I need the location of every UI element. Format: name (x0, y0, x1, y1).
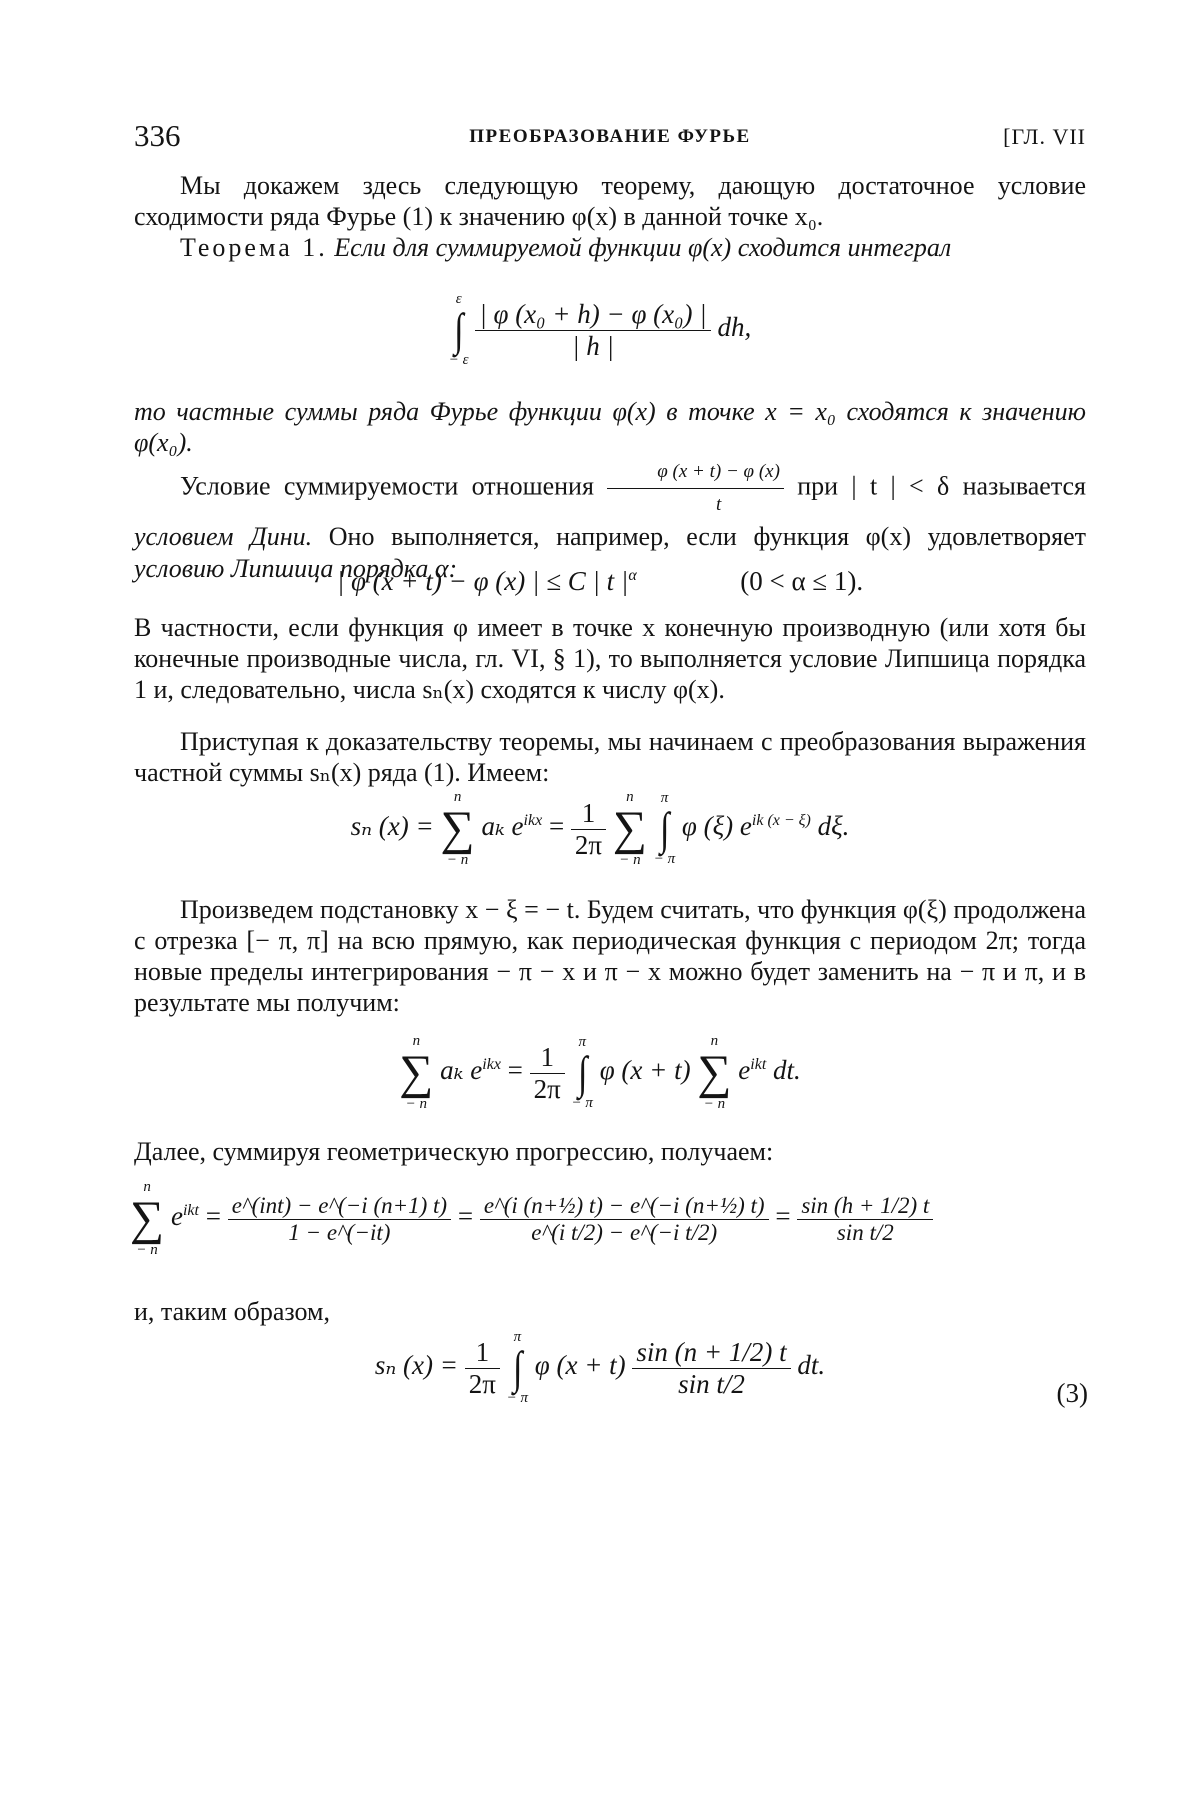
sum-sign: n ∑ − n (440, 789, 475, 868)
dirichlet-kernel-fraction: $\frac{\sin (n + 1/2) t}{\text{sin t/2}}$ (632, 1337, 790, 1400)
intro-paragraph: Мы докажем здесь следующую теорему, дающую достаточное условие сходимости ряда Фурье (1) к значению φ(x) в данной точке x₀. (134, 171, 1086, 231)
running-title: ПРЕОБРАЗОВАНИЕ ФУРЬЕ (469, 126, 751, 147)
sum-sign: n ∑ − n (612, 789, 648, 868)
page-header (134, 118, 1086, 158)
geometric-sum-equation: n ∑ − n $e^{ikt}$ = $\frac{\text{e\textasciicircum{}(int) − e\textasciicircum{}(−i (n+1) t)}}{1 - e\^{}(-it)}$ = $\frac{\text{e\textasciicircum{}(i (n+½) t) − e\textasciicircum{}(−i (n+½) t)}}{\text{e\textasciicircum{}(i t/2) − e\textasciicircum{}(−i t/2)}}$ = $\frac{\sin (h + 1/2) t}{\text{sin t/2}}$ (130, 1180, 933, 1258)
integral-sign: π ∫ − π (506, 1329, 529, 1406)
substitution-paragraph: Произведем подстановку x − ξ = − t. Будем считать, что функция φ(ξ) продолжена с отрезка [− π, π] на всю прямую, как периодическая функция с периодом 2π; тогда новые пределы интегрирования − π − x и π − x можно будет заменить на − π и π, и в результате мы получим: (134, 895, 1086, 1017)
sum-sign: n ∑ − n (697, 1033, 732, 1112)
dini-integral-equation: ε ∫ − ε $\frac{\text{| φ (x₀ + h) − φ (x₀) |}}{| h |}$ dh, (448, 291, 752, 368)
partial-sum-equation: sₙ (x) = n ∑ − n aₖ $e^{ikx}$ = $\frac{1}{2\pi}$ n ∑ − n π ∫ − π φ (ξ) $e^{ik (x - \xi)}$ dξ. (350, 789, 850, 868)
remark-paragraph: В частности, если функция φ имеет в точке x конечную производную (или хотя бы конечные производные числа, гл. VI, § 1), то выполняется условие Липшица порядка 1 и, следовательно, числа sₙ(x) сходятся к числу φ(x). (134, 613, 1086, 704)
sum-sign: n ∑ − n (399, 1033, 434, 1112)
coefficient-fraction: $\frac{1}{2\pi}$ (465, 1337, 500, 1400)
geometric-fraction-3: $\frac{\sin (h + 1/2) t}{\text{sin t/2}}$ (797, 1193, 933, 1246)
dini-condition-paragraph: Условие суммируемости отношения $\frac{\varphi (x + t) - \varphi (x)}{t}$ при | t | < δ называется условием Дини. Оно выполняется, например, если функция φ(x) удовлетворяет условию Липшица порядка α: (134, 456, 1086, 585)
lipschitz-term: условию Липшица порядка α: (134, 554, 458, 583)
integral-sign: π ∫ − π (571, 1034, 593, 1111)
substituted-sum-equation: n ∑ − n aₖ $e^{ikx}$ = $\frac{1}{2\pi}$ π ∫ − π φ (x + t) n ∑ − n $e^{ikt}$ dt. (399, 1033, 801, 1112)
theorem-statement (134, 232, 1086, 263)
dini-fraction: $\frac{\text{| φ (x₀ + h) − φ (x₀) |}}{| h |}$ (475, 299, 710, 362)
theorem-label: Теорема 1. (180, 233, 328, 262)
theorem-conclusion: то частные суммы ряда Фурье функции φ(x) в точке x = x₀ сходятся к значению φ(x₀). (134, 397, 1086, 457)
proof-intro-paragraph: Приступая к доказательству теоремы, мы начинаем с преобразования выражения частной суммы sₙ(x) ряда (1). Имеем: (134, 727, 1086, 787)
geometric-fraction-2: $\frac{\text{e\textasciicircum{}(i (n+½) t) − e\textasciicircum{}(−i (n+½) t)}}{\text{e\textasciicircum{}(i t/2) − e\textasciicircum{}(−i t/2)}}$ (480, 1193, 769, 1246)
lipschitz-inequality: | φ (x + t) − φ (x) | ≤ C | t $|^\alpha$ (0 < α ≤ 1). (336, 566, 864, 596)
integral-sign: ε ∫ − ε (448, 291, 469, 368)
equation-number: (3) (1056, 1378, 1088, 1408)
thus-line: и, таким образом, (134, 1297, 330, 1326)
coefficient-fraction: $\frac{1}{2\pi}$ (571, 798, 606, 861)
page-number: 336 (134, 118, 181, 153)
dini-ratio: $\frac{\varphi (x + t) - \varphi (x)}{t}$ (607, 456, 784, 521)
chapter-marker: [ГЛ. VII (1003, 124, 1086, 149)
integral-sign: π ∫ − π (653, 790, 676, 867)
sum-sign: n ∑ − n (130, 1179, 165, 1258)
theorem-hypothesis: Если для суммируемой функции φ(x) сходится интеграл (334, 233, 952, 262)
geometric-fraction-1: $\frac{\text{e\textasciicircum{}(int) − e\textasciicircum{}(−i (n+1) t)}}{1 - e\^{}(-it)}$ (228, 1193, 451, 1246)
geometric-paragraph: Далее, суммируя геометрическую прогрессию, получаем: (134, 1137, 774, 1166)
coefficient-fraction: $\frac{1}{2\pi}$ (530, 1042, 565, 1105)
dini-term: условием Дини. (134, 522, 313, 551)
final-partial-sum-equation: sₙ (x) = $\frac{1}{2\pi}$ π ∫ − π φ (x + t) $\frac{\sin (n + 1/2) t}{\text{sin t/2}}$ dt. (374, 1329, 826, 1406)
